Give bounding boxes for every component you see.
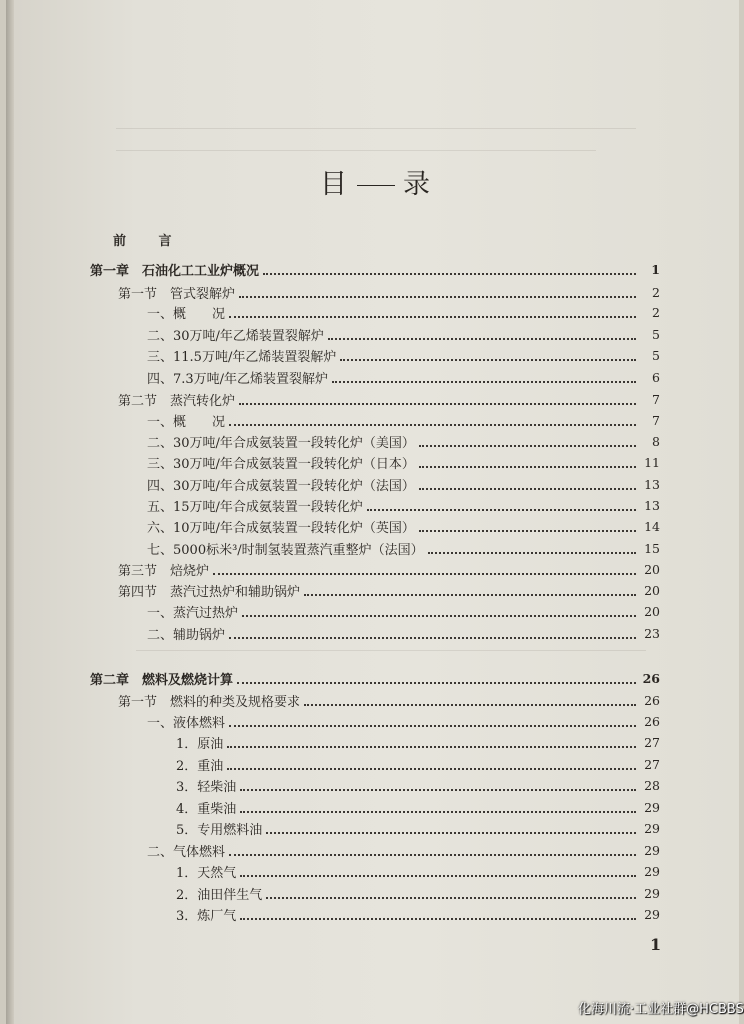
toc-entry-page: 20	[644, 561, 660, 577]
toc-leader-dots	[229, 853, 636, 856]
toc-entry-label: 第一节 管式裂解炉	[118, 286, 236, 302]
toc-entry-label: 第一节 燃料的种类及规格要求	[118, 694, 301, 710]
toc-entry-item	[147, 409, 660, 431]
toc-entry-item	[147, 622, 660, 644]
toc-entry-page: 26	[644, 713, 660, 729]
toc-entry-sub	[176, 860, 660, 882]
toc-leader-dots	[266, 831, 636, 834]
toc-entry-page: 14	[644, 518, 660, 534]
toc-entry-page: 2	[652, 284, 660, 300]
toc-entry-item	[147, 473, 660, 495]
toc-entry-label: 三、11.5万吨/年乙烯装置裂解炉	[147, 349, 337, 365]
toc-entry-label: 第四节 蒸汽过热炉和辅助锅炉	[118, 584, 301, 600]
show-through-line	[116, 128, 636, 129]
title-dash	[357, 185, 395, 186]
toc-entry-sub	[176, 882, 660, 904]
toc-entry-label: 第三节 焙烧炉	[118, 563, 210, 579]
toc-entry-page: 15	[644, 540, 660, 556]
toc-entry-sub	[176, 903, 660, 925]
toc-leader-dots	[328, 337, 636, 340]
toc-leader-dots	[227, 745, 636, 748]
toc-entry-label: 四、30万吨/年合成氨装置一段转化炉（法国）	[147, 478, 415, 494]
toc-entry-page: 29	[644, 885, 660, 901]
toc-leader-dots	[229, 636, 636, 639]
toc-entry-label: 第二章 燃料及燃烧计算	[90, 672, 234, 688]
toc-leader-dots	[229, 423, 636, 426]
toc-leader-dots	[419, 444, 636, 447]
toc-entry-label: 第一章 石油化工工业炉概况	[90, 263, 260, 279]
toc-entry-page: 23	[644, 625, 660, 641]
toc-entry-chapter	[90, 258, 660, 280]
toc-entry-label: 一、液体燃料	[147, 715, 226, 731]
toc-entry-sub	[176, 817, 660, 839]
page-title	[320, 162, 440, 201]
toc-leader-dots	[239, 402, 636, 405]
toc-entry-item	[147, 301, 660, 323]
toc-entry-label: 四、7.3万吨/年乙烯装置裂解炉	[147, 371, 329, 387]
page-edge-shadow	[6, 0, 14, 1024]
toc-leader-dots	[419, 487, 636, 490]
toc-leader-dots	[240, 874, 636, 877]
toc-entry-section	[118, 281, 660, 303]
toc-leader-dots	[239, 295, 636, 298]
toc-entry-sub	[176, 753, 660, 775]
toc-leader-dots	[304, 703, 636, 706]
toc-entry-item	[147, 494, 660, 516]
toc-leader-dots	[227, 767, 636, 770]
toc-entry-page: 7	[652, 391, 660, 407]
toc-leader-dots	[419, 529, 636, 532]
toc-entry-label: 一、概 况	[147, 414, 226, 430]
toc-entry-section	[118, 388, 660, 410]
toc-entry-page: 2	[652, 304, 660, 320]
toc-entry-label: 一、概 况	[147, 306, 226, 322]
toc-entry-page: 20	[644, 603, 660, 619]
toc-entry-item	[147, 323, 660, 345]
toc-leader-dots	[229, 315, 636, 318]
toc-leader-dots	[340, 358, 636, 361]
toc-entry-label: 4．重柴油	[176, 801, 237, 817]
toc-leader-dots	[240, 810, 636, 813]
toc-entry-section	[118, 558, 660, 580]
toc-entry-page: 13	[644, 497, 660, 513]
toc-entry-item	[147, 600, 660, 622]
toc-leader-dots	[263, 272, 636, 275]
toc-entry-label: 3．轻柴油	[176, 779, 237, 795]
title-right: 录	[403, 169, 432, 200]
title-left: 目	[320, 169, 349, 200]
toc-entry-section	[118, 689, 660, 711]
toc-leader-dots	[213, 572, 636, 575]
show-through-line	[136, 650, 646, 651]
toc-entry-page: 27	[644, 734, 660, 750]
toc-entry-page: 29	[644, 820, 660, 836]
toc-leader-dots	[367, 508, 636, 511]
toc-entry-item	[147, 366, 660, 388]
toc-entry-page: 27	[644, 756, 660, 772]
toc-entry-page: 28	[644, 777, 660, 793]
toc-entry-label: 1．原油	[176, 736, 224, 752]
toc-entry-label: 七、5000标米³/时制氢装置蒸汽重整炉（法国）	[147, 542, 424, 558]
page-number: 1	[650, 935, 662, 954]
toc-entry-label: 二、30万吨/年乙烯装置裂解炉	[147, 328, 324, 344]
toc-entry-page: 5	[652, 347, 660, 363]
toc-entry-page: 26	[644, 692, 660, 708]
toc-entry-label: 1．天然气	[176, 865, 237, 881]
toc-entry-label: 2．重油	[176, 758, 224, 774]
toc-entry-page: 1	[651, 261, 660, 277]
toc-leader-dots	[237, 681, 636, 684]
preface-heading: 前 言	[113, 234, 186, 249]
toc-leader-dots	[240, 917, 636, 920]
toc-leader-dots	[242, 614, 636, 617]
toc-entry-page: 13	[644, 476, 660, 492]
toc-entry-page: 8	[652, 433, 660, 449]
toc-entry-item	[147, 839, 660, 861]
toc-entry-sub	[176, 731, 660, 753]
toc-entry-label: 二、气体燃料	[147, 844, 226, 860]
show-through-line	[116, 150, 596, 151]
toc-entry-item	[147, 430, 660, 452]
toc-entry-page: 20	[644, 582, 660, 598]
toc-entry-label: 2．油田伴生气	[176, 887, 263, 903]
toc-leader-dots	[304, 593, 636, 596]
toc-entry-page: 29	[644, 906, 660, 922]
toc-entry-page: 29	[644, 863, 660, 879]
toc-entry-item	[147, 515, 660, 537]
toc-entry-page: 6	[652, 369, 660, 385]
toc-leader-dots	[419, 465, 636, 468]
toc-entry-page: 11	[644, 454, 660, 470]
toc-entry-item	[147, 537, 660, 559]
toc-entry-page: 26	[642, 670, 660, 686]
toc-entry-label: 第二节 蒸汽转化炉	[118, 393, 236, 409]
toc-entry-label: 二、30万吨/年合成氨装置一段转化炉（美国）	[147, 435, 415, 451]
toc-entry-label: 5．专用燃料油	[176, 822, 263, 838]
toc-leader-dots	[266, 896, 636, 899]
toc-entry-item	[147, 451, 660, 473]
toc-entry-label: 三、30万吨/年合成氨装置一段转化炉（日本）	[147, 456, 415, 472]
toc-entry-page: 29	[644, 842, 660, 858]
toc-entry-page: 29	[644, 799, 660, 815]
toc-entry-page: 5	[652, 326, 660, 342]
watermark: 化海川流·工业社群@HCBBS	[578, 1002, 744, 1017]
toc-leader-dots	[240, 788, 636, 791]
toc-entry-sub	[176, 796, 660, 818]
toc-entry-chapter	[90, 667, 660, 689]
toc-entry-page: 7	[652, 412, 660, 428]
toc-leader-dots	[428, 551, 636, 554]
toc-entry-label: 二、辅助锅炉	[147, 627, 226, 643]
toc-entry-sub	[176, 774, 660, 796]
toc-entry-label: 3．炼厂气	[176, 908, 237, 924]
toc-leader-dots	[229, 724, 636, 727]
toc-entry-label: 一、蒸汽过热炉	[147, 605, 239, 621]
toc-leader-dots	[332, 380, 636, 383]
toc-entry-label: 五、15万吨/年合成氨装置一段转化炉	[147, 499, 363, 515]
toc-entry-section	[118, 579, 660, 601]
toc-entry-item	[147, 344, 660, 366]
toc-entry-item	[147, 710, 660, 732]
toc-entry-label: 六、10万吨/年合成氨装置一段转化炉（英国）	[147, 520, 415, 536]
